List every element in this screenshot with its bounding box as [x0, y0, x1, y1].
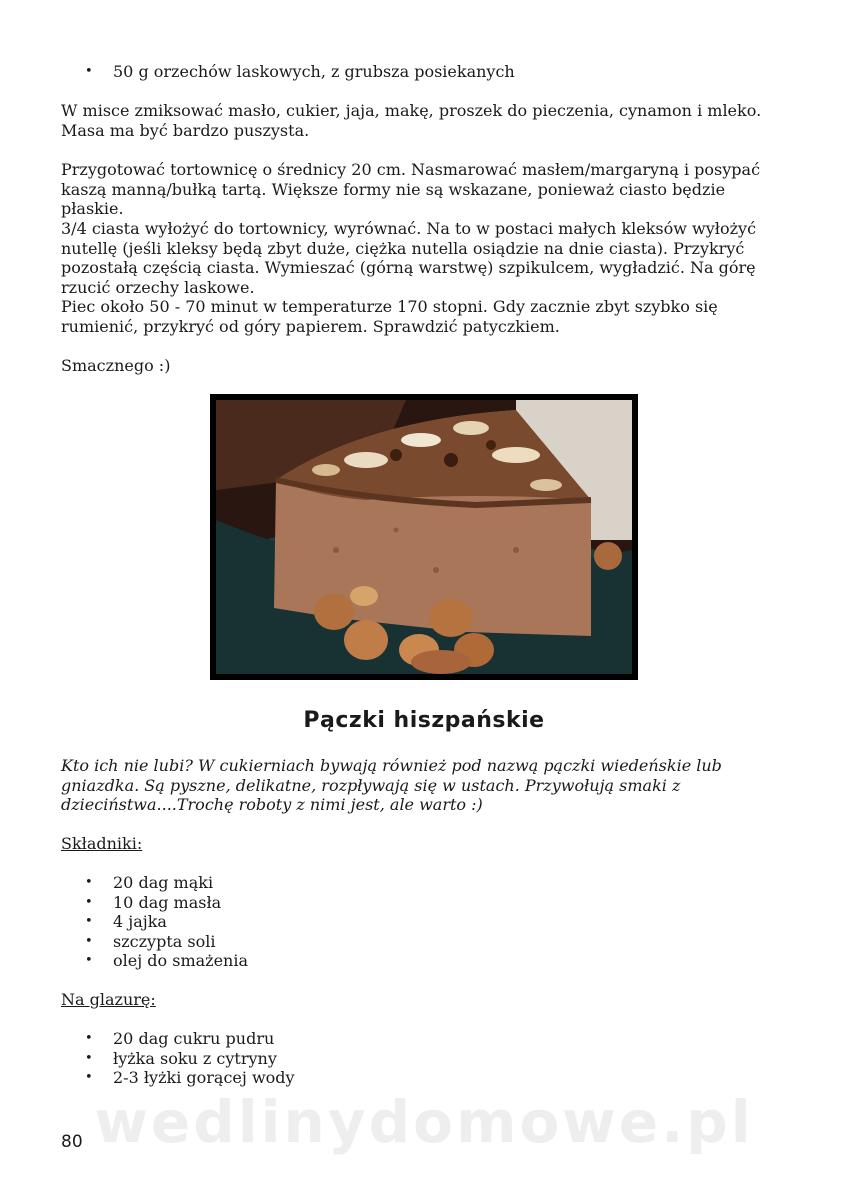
glaze-heading: Na glazurę:: [61, 990, 156, 1009]
list-item: • szczypta soli: [61, 932, 248, 952]
paragraph-mixing: W misce zmiksować masło, cukier, jaja, makę, proszek do pieczenia, cynamon i mleko. Masa ma być bardzo puszysta.: [61, 101, 762, 140]
list-item: • 20 dag cukru pudru: [61, 1029, 295, 1049]
list-item: • 50 g orzechów laskowych, z grubsza posiekanych: [61, 62, 515, 82]
list-item: • łyżka soku z cytryny: [61, 1049, 295, 1069]
glaze-list: [61, 1029, 295, 1088]
list-item: • olej do smażenia: [61, 951, 248, 971]
paragraph-assembly: 3/4 ciasta wyłożyć do tortownicy, wyrównać. Na to w postaci małych kleksów wyłożyć nutellę (jeśli kleksy będą zbyt duże, ciężka nutella osiądzie na dnie ciasta). Przykryć pozostałą częścią ciasta. Wymieszać (górną warstwę) szpikulcem, wygładzić. Na górę rzucić orzechy laskowe.: [61, 219, 757, 297]
cake-photo: [210, 394, 638, 680]
watermark: wedlinydomowe.pl: [94, 1088, 754, 1156]
paragraph-baking: Piec około 50 - 70 minut w temperaturze 170 stopni. Gdy zacznie zbyt szybko się rumienić, przykryć od góry papierem. Sprawdzić patyczkiem.: [61, 297, 718, 336]
ingredients-list: [61, 873, 248, 971]
page-number: 80: [61, 1132, 83, 1152]
list-item: • 10 dag masła: [61, 893, 248, 913]
ingredients-heading: Składniki:: [61, 834, 143, 853]
recipe-title: Pączki hiszpańskie: [303, 708, 545, 733]
top-ingredient-list: [61, 62, 515, 82]
paragraph-closing: Smacznego :): [61, 356, 171, 375]
list-item: • 20 dag mąki: [61, 873, 248, 893]
recipe-intro: Kto ich nie lubi? W cukierniach bywają również pod nazwą pączki wiedeńskie lub gniazdka. Są pyszne, delikatne, rozpływają się w ustach. Przywołują smaki z dzieciństwa....Trochę roboty z nimi jest, ale warto :): [61, 756, 722, 814]
paragraph-pan: Przygotować tortownicę o średnicy 20 cm. Nasmarować masłem/margaryną i posypać kaszą manną/bułką tartą. Większe formy nie są wskazane, ponieważ ciasto będzie płaskie.: [61, 160, 761, 218]
list-item: • 4 jajka: [61, 912, 248, 932]
list-item: • 2-3 łyżki gorącej wody: [61, 1068, 295, 1088]
